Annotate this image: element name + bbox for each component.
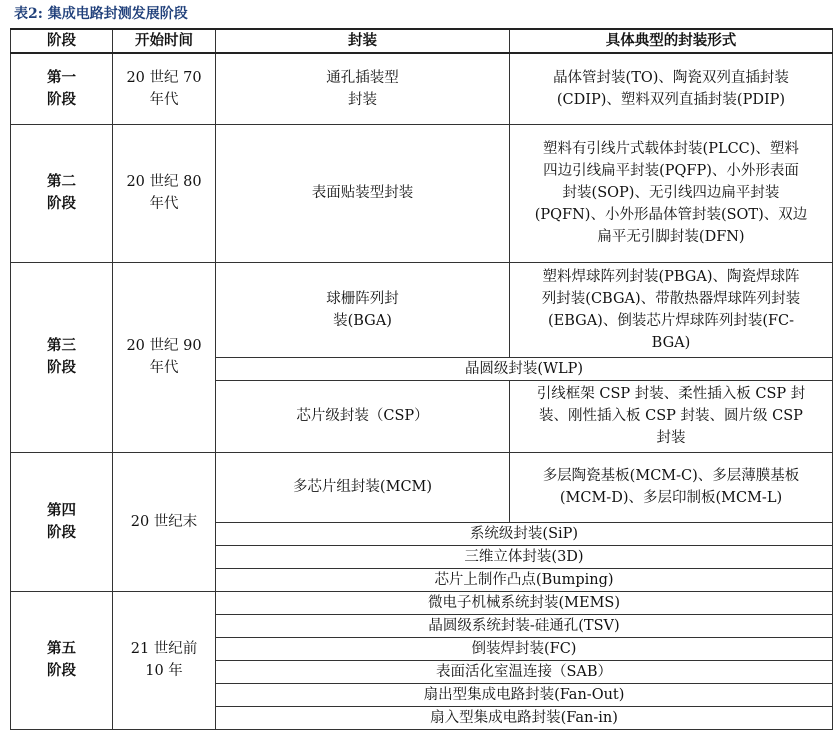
table-row-stage5-mems — [11, 591, 833, 614]
stage4-cell — [11, 452, 113, 591]
stage1-cell — [11, 53, 113, 124]
stage2-time — [113, 124, 216, 262]
stage4-mcm-package: 多芯片组封装(MCM) — [216, 452, 510, 522]
stage1-forms-line1: 晶体管封装(TO)、陶瓷双列直插封装 — [553, 69, 789, 86]
stage5-fanout: 扇出型集成电路封装(Fan-Out) — [216, 683, 833, 706]
stage3-time-line2: 年代 — [149, 360, 179, 376]
stage2-forms-line1: 塑料有引线片式载体封装(PLCC)、塑料 — [543, 141, 799, 157]
stage5-cell — [11, 591, 113, 729]
stage5-mems: 微电子机械系统封装(MEMS) — [216, 591, 833, 614]
stage4-time: 20 世纪末 — [113, 452, 216, 591]
stage3-bga-forms-line1: 塑料焊球阵列封装(PBGA)、陶瓷焊球阵 — [542, 268, 800, 285]
stage5-time-line1: 21 世纪前 — [130, 641, 198, 657]
stage4-mcm-forms-line2: (MCM-D)、多层印制板(MCM-L) — [559, 490, 783, 506]
stage5-time-line2: 10 年 — [145, 663, 183, 679]
stage2-forms-line2: 四边引线扁平封装(PQFP)、小外形表面 — [543, 163, 799, 179]
stage3-bga-forms-line4: BGA) — [651, 334, 691, 351]
stage2-forms-line3: 封装(SOP)、无引线四边扁平封装 — [562, 185, 780, 201]
stage2-time-line1: 20 世纪 80 — [126, 174, 202, 190]
stage2-time-line2: 年代 — [149, 196, 179, 212]
packaging-stages-table — [10, 28, 833, 730]
stage1-time — [113, 53, 216, 124]
stage4-mcm-forms-line1: 多层陶瓷基板(MCM-C)、多层薄膜基板 — [542, 468, 800, 484]
stage4-mcm-forms — [510, 452, 833, 522]
stage1-line1: 第一 — [47, 68, 76, 86]
header-row — [11, 29, 833, 53]
stage1-package-line2: 封装 — [348, 91, 377, 108]
stage1-time-line1: 20 世纪 70 — [126, 69, 202, 86]
table-row-stage2 — [11, 124, 833, 262]
stage3-cell — [11, 262, 113, 452]
stage5-fanin: 扇入型集成电路封装(Fan-in) — [216, 706, 833, 729]
stage3-wlp: 晶圆级封装(WLP) — [216, 357, 833, 380]
stage3-csp-forms-line3: 封装 — [656, 430, 686, 446]
stage1-forms-line2: (CDIP)、塑料双列直插封装(PDIP) — [556, 91, 786, 108]
table-row-stage1 — [11, 53, 833, 124]
stage3-csp-forms-line1: 引线框架 CSP 封装、柔性插入板 CSP 封 — [536, 386, 806, 402]
stage2-package: 表面贴装型封装 — [216, 124, 510, 262]
table-row-stage4-mcm — [11, 452, 833, 522]
stage2-line1: 第二 — [47, 173, 76, 190]
stage5-time — [113, 591, 216, 729]
stage4-3d: 三维立体封装(3D) — [216, 545, 833, 568]
stage1-forms — [510, 53, 833, 124]
header-start-time: 开始时间 — [113, 29, 216, 53]
stage3-csp-forms — [510, 380, 833, 452]
table-caption: 表2: 集成电路封测发展阶段 — [14, 6, 188, 22]
stage2-cell — [11, 124, 113, 262]
stage3-line2: 阶段 — [47, 359, 76, 376]
stage3-csp-package: 芯片级封装（CSP） — [216, 380, 510, 452]
stage5-line1: 第五 — [47, 640, 76, 657]
stage4-bumping: 芯片上制作凸点(Bumping) — [216, 568, 833, 591]
stage3-time-line1: 20 世纪 90 — [126, 338, 202, 354]
header-package: 封装 — [216, 29, 510, 53]
stage1-package-line1: 通孔插装型 — [326, 69, 399, 86]
stage2-forms — [510, 124, 833, 262]
stage2-forms-line5: 扁平无引脚封装(DFN) — [597, 229, 745, 245]
header-stage: 阶段 — [11, 29, 113, 53]
stage2-line2: 阶段 — [47, 195, 76, 212]
stage4-line1: 第四 — [47, 501, 76, 519]
stage3-time — [113, 262, 216, 452]
stage1-time-line2: 年代 — [149, 91, 179, 108]
stage1-line2: 阶段 — [47, 90, 76, 108]
stage5-sab: 表面活化室温连接（SAB） — [216, 660, 833, 683]
stage5-tsv: 晶圆级系统封装-硅通孔(TSV) — [216, 614, 833, 637]
stage3-bga-forms-line3: (EBGA)、倒装芯片焊球阵列封装(FC- — [547, 312, 795, 329]
stage3-csp-forms-line2: 装、刚性插入板 CSP 封装、圆片级 CSP — [539, 408, 803, 424]
stage3-bga-line1: 球栅阵列封 — [326, 290, 399, 307]
stage3-bga-line2: 装(BGA) — [333, 312, 392, 329]
table-row-stage3-bga — [11, 262, 833, 357]
stage3-bga-forms — [510, 262, 833, 357]
stage5-line2: 阶段 — [47, 662, 76, 679]
stage3-line1: 第三 — [47, 337, 76, 354]
stage3-bga-forms-line2: 列封装(CBGA)、带散热器焊球阵列封装 — [541, 290, 801, 307]
stage4-sip: 系统级封装(SiP) — [216, 522, 833, 545]
stage4-line2: 阶段 — [47, 523, 76, 541]
stage2-forms-line4: (PQFN)、小外形晶体管封装(SOT)、双边 — [534, 207, 808, 223]
stage3-bga-package — [216, 262, 510, 357]
stage5-fc: 倒装焊封装(FC) — [216, 637, 833, 660]
stage1-package — [216, 53, 510, 124]
header-typical-forms: 具体典型的封装形式 — [510, 29, 833, 53]
